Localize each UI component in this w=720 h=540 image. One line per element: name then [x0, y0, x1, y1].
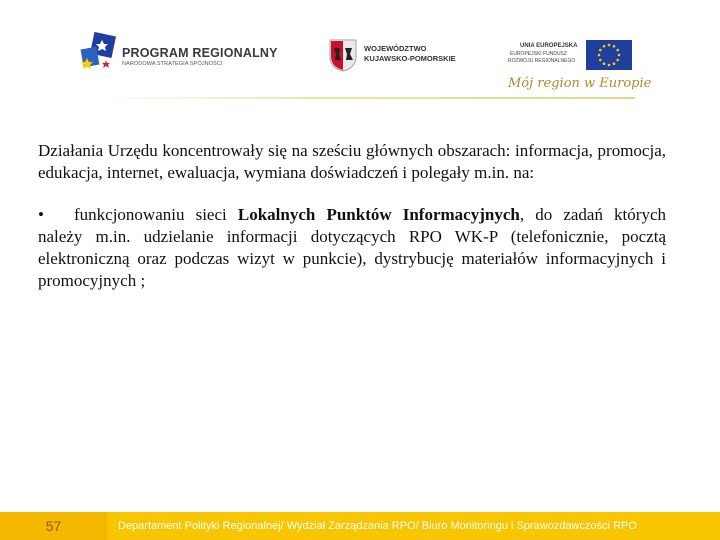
- main-content: [38, 140, 666, 292]
- program-regionalny-logo: [78, 32, 278, 76]
- footer-bar: [0, 512, 720, 540]
- eu-flag-icon: [586, 40, 632, 70]
- bullet-text-before: funkcjonowaniu sieci: [74, 205, 238, 224]
- eu-line3: ROZWOJU REGIONALNEGO: [508, 58, 576, 64]
- eu-line2: EUROPEJSKI FUNDUSZ: [510, 51, 567, 57]
- bullet-icon: •: [38, 205, 44, 224]
- eu-logo: [506, 38, 640, 74]
- bullet-text-after: , do zadań których należy m.in. udzielanie informacji dotyczących RPO WK-P (telefonicznie, pocztą elektroniczną oraz podczas wizyt w punkcie), dystrybucję materiałów informacyjnych i promocyjnych ;: [38, 205, 666, 290]
- voivodeship-logo: [328, 38, 468, 74]
- voivodeship-line1: WOJEWÓDZTWO: [364, 44, 427, 53]
- eu-line1: UNIA EUROPEJSKA: [520, 43, 578, 49]
- coat-of-arms-icon: [328, 38, 358, 72]
- bullet-item: [38, 204, 666, 292]
- slogan-divider: [100, 97, 635, 99]
- program-star-icon: [78, 32, 118, 76]
- header-logos: [78, 28, 638, 80]
- page-number: 57: [0, 512, 107, 540]
- voivodeship-line2: KUJAWSKO-POMORSKIE: [364, 54, 456, 63]
- bullet-text-bold: Lokalnych Punktów Informacyjnych: [237, 205, 520, 224]
- slogan: Mój region w Europie: [508, 76, 652, 91]
- program-title: PROGRAM REGIONALNY: [122, 46, 278, 60]
- program-subtitle: NARODOWA STRATEGIA SPÓJNOŚCI: [122, 61, 223, 67]
- footer-text: Departament Polityki Regionalnej/ Wydział Zarządzania RPO/ Biuro Monitoringu i Sprawozdawczości RPO: [118, 520, 637, 532]
- intro-paragraph: Działania Urzędu koncentrowały się na sześciu głównych obszarach: informacja, promocja, edukacja, internet, ewaluacja, wymiana doświadczeń i polegały m.in. na:: [38, 141, 666, 182]
